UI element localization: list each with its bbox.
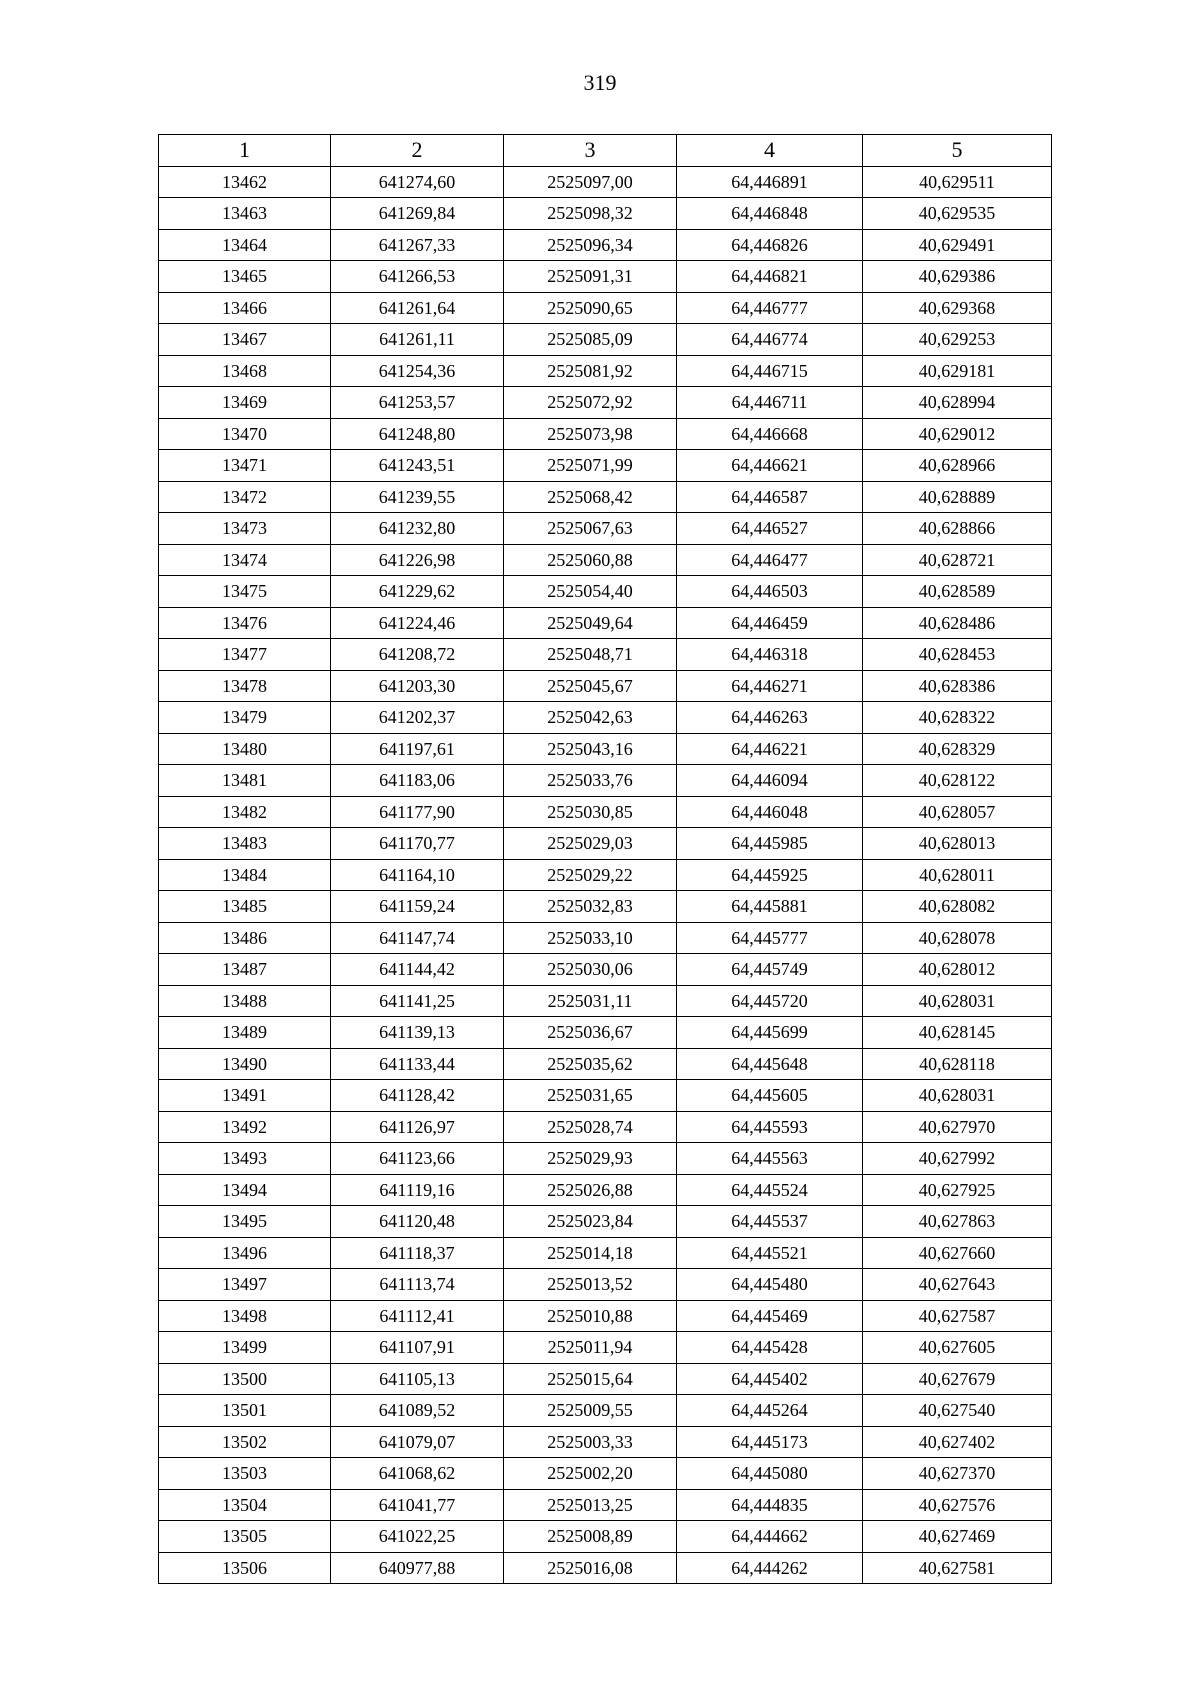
table-cell: 2525030,85 bbox=[504, 796, 677, 828]
table-cell: 40,628145 bbox=[863, 1017, 1052, 1049]
table-cell: 2525030,06 bbox=[504, 954, 677, 986]
table-cell: 641267,33 bbox=[331, 229, 504, 261]
table-row bbox=[159, 450, 1052, 482]
table-cell: 40,627970 bbox=[863, 1111, 1052, 1143]
table-cell: 641226,98 bbox=[331, 544, 504, 576]
table-row bbox=[159, 1080, 1052, 1112]
table-row bbox=[159, 828, 1052, 860]
table-cell: 2525071,99 bbox=[504, 450, 677, 482]
table-cell: 641119,16 bbox=[331, 1174, 504, 1206]
table-cell: 13484 bbox=[159, 859, 331, 891]
table-cell: 641089,52 bbox=[331, 1395, 504, 1427]
table-cell: 40,628122 bbox=[863, 765, 1052, 797]
table-cell: 2525023,84 bbox=[504, 1206, 677, 1238]
table-cell: 13470 bbox=[159, 418, 331, 450]
table-cell: 2525068,42 bbox=[504, 481, 677, 513]
column-header-2: 2 bbox=[331, 135, 504, 167]
table-cell: 40,628031 bbox=[863, 1080, 1052, 1112]
table-cell: 2525045,67 bbox=[504, 670, 677, 702]
table-cell: 13492 bbox=[159, 1111, 331, 1143]
table-cell: 641232,80 bbox=[331, 513, 504, 545]
table-cell: 641164,10 bbox=[331, 859, 504, 891]
table-row bbox=[159, 922, 1052, 954]
table-cell: 2525013,52 bbox=[504, 1269, 677, 1301]
table-cell: 641144,42 bbox=[331, 954, 504, 986]
table-cell: 64,446318 bbox=[677, 639, 863, 671]
table-cell: 641243,51 bbox=[331, 450, 504, 482]
table-cell: 13481 bbox=[159, 765, 331, 797]
table-cell: 2525011,94 bbox=[504, 1332, 677, 1364]
table-cell: 2525015,64 bbox=[504, 1363, 677, 1395]
table-cell: 13471 bbox=[159, 450, 331, 482]
table-cell: 13488 bbox=[159, 985, 331, 1017]
table-row bbox=[159, 1143, 1052, 1175]
table-cell: 13491 bbox=[159, 1080, 331, 1112]
table-cell: 641269,84 bbox=[331, 198, 504, 230]
table-cell: 2525090,65 bbox=[504, 292, 677, 324]
table-cell: 2525048,71 bbox=[504, 639, 677, 671]
table-cell: 40,627992 bbox=[863, 1143, 1052, 1175]
table-cell: 40,627660 bbox=[863, 1237, 1052, 1269]
table-row bbox=[159, 324, 1052, 356]
table-cell: 13506 bbox=[159, 1552, 331, 1584]
table-row bbox=[159, 954, 1052, 986]
table-cell: 40,628031 bbox=[863, 985, 1052, 1017]
table-cell: 64,445985 bbox=[677, 828, 863, 860]
table-cell: 64,446891 bbox=[677, 166, 863, 198]
table-cell: 64,445593 bbox=[677, 1111, 863, 1143]
table-cell: 641126,97 bbox=[331, 1111, 504, 1143]
table-row bbox=[159, 1489, 1052, 1521]
table-cell: 40,628082 bbox=[863, 891, 1052, 923]
table-cell: 2525033,10 bbox=[504, 922, 677, 954]
table-cell: 2525016,08 bbox=[504, 1552, 677, 1584]
table-cell: 40,628322 bbox=[863, 702, 1052, 734]
table-cell: 2525081,92 bbox=[504, 355, 677, 387]
table-row bbox=[159, 891, 1052, 923]
table-cell: 64,446094 bbox=[677, 765, 863, 797]
table-cell: 64,446587 bbox=[677, 481, 863, 513]
table-cell: 40,627679 bbox=[863, 1363, 1052, 1395]
table-cell: 64,446527 bbox=[677, 513, 863, 545]
table-cell: 64,446826 bbox=[677, 229, 863, 261]
table-cell: 13462 bbox=[159, 166, 331, 198]
table-cell: 64,446221 bbox=[677, 733, 863, 765]
table-cell: 641128,42 bbox=[331, 1080, 504, 1112]
table-cell: 40,628866 bbox=[863, 513, 1052, 545]
table-cell: 13478 bbox=[159, 670, 331, 702]
table-cell: 2525085,09 bbox=[504, 324, 677, 356]
table-cell: 13496 bbox=[159, 1237, 331, 1269]
table-cell: 13498 bbox=[159, 1300, 331, 1332]
table-cell: 2525073,98 bbox=[504, 418, 677, 450]
table-cell: 64,445402 bbox=[677, 1363, 863, 1395]
table-cell: 2525096,34 bbox=[504, 229, 677, 261]
table-cell: 40,628012 bbox=[863, 954, 1052, 986]
table-cell: 64,446777 bbox=[677, 292, 863, 324]
table-cell: 13486 bbox=[159, 922, 331, 954]
table-row bbox=[159, 1426, 1052, 1458]
table-cell: 13465 bbox=[159, 261, 331, 293]
table-cell: 641261,11 bbox=[331, 324, 504, 356]
table-cell: 13475 bbox=[159, 576, 331, 608]
table-cell: 40,627469 bbox=[863, 1521, 1052, 1553]
table-cell: 40,629368 bbox=[863, 292, 1052, 324]
table-cell: 64,445605 bbox=[677, 1080, 863, 1112]
column-header-4: 4 bbox=[677, 135, 863, 167]
table-cell: 40,629181 bbox=[863, 355, 1052, 387]
table-cell: 64,446621 bbox=[677, 450, 863, 482]
table-cell: 40,627863 bbox=[863, 1206, 1052, 1238]
table-cell: 13469 bbox=[159, 387, 331, 419]
table-cell: 641120,48 bbox=[331, 1206, 504, 1238]
column-header-1: 1 bbox=[159, 135, 331, 167]
table-cell: 40,629511 bbox=[863, 166, 1052, 198]
table-cell: 641261,64 bbox=[331, 292, 504, 324]
table-row bbox=[159, 292, 1052, 324]
table-cell: 2525042,63 bbox=[504, 702, 677, 734]
table-cell: 2525054,40 bbox=[504, 576, 677, 608]
table-cell: 641123,66 bbox=[331, 1143, 504, 1175]
table-cell: 641177,90 bbox=[331, 796, 504, 828]
table-cell: 2525033,76 bbox=[504, 765, 677, 797]
table-cell: 13499 bbox=[159, 1332, 331, 1364]
table-cell: 64,445749 bbox=[677, 954, 863, 986]
table-cell: 64,444662 bbox=[677, 1521, 863, 1553]
table-cell: 40,627581 bbox=[863, 1552, 1052, 1584]
table-cell: 13474 bbox=[159, 544, 331, 576]
table-row bbox=[159, 576, 1052, 608]
table-cell: 64,446459 bbox=[677, 607, 863, 639]
table-cell: 64,445720 bbox=[677, 985, 863, 1017]
table-cell: 2525031,11 bbox=[504, 985, 677, 1017]
table-cell: 641079,07 bbox=[331, 1426, 504, 1458]
table-cell: 13479 bbox=[159, 702, 331, 734]
table-cell: 13482 bbox=[159, 796, 331, 828]
table-cell: 2525003,33 bbox=[504, 1426, 677, 1458]
table-cell: 64,446774 bbox=[677, 324, 863, 356]
table-cell: 641253,57 bbox=[331, 387, 504, 419]
table-row bbox=[159, 639, 1052, 671]
table-cell: 641147,74 bbox=[331, 922, 504, 954]
table-cell: 641118,37 bbox=[331, 1237, 504, 1269]
table-cell: 64,445080 bbox=[677, 1458, 863, 1490]
table-cell: 13476 bbox=[159, 607, 331, 639]
table-row bbox=[159, 1269, 1052, 1301]
table-cell: 13502 bbox=[159, 1426, 331, 1458]
table-cell: 13485 bbox=[159, 891, 331, 923]
table-cell: 40,627605 bbox=[863, 1332, 1052, 1364]
table-cell: 2525049,64 bbox=[504, 607, 677, 639]
table-cell: 64,446477 bbox=[677, 544, 863, 576]
table-cell: 641022,25 bbox=[331, 1521, 504, 1553]
table-cell: 40,628453 bbox=[863, 639, 1052, 671]
table-cell: 2525008,89 bbox=[504, 1521, 677, 1553]
table-cell: 641107,91 bbox=[331, 1332, 504, 1364]
table-cell: 64,445925 bbox=[677, 859, 863, 891]
table-cell: 40,629012 bbox=[863, 418, 1052, 450]
table-cell: 641224,46 bbox=[331, 607, 504, 639]
table-row bbox=[159, 1332, 1052, 1364]
table-cell: 40,629253 bbox=[863, 324, 1052, 356]
table-row bbox=[159, 1552, 1052, 1584]
table-cell: 2525036,67 bbox=[504, 1017, 677, 1049]
table-row bbox=[159, 481, 1052, 513]
table-cell: 64,446848 bbox=[677, 198, 863, 230]
table-cell: 2525032,83 bbox=[504, 891, 677, 923]
table-cell: 64,444835 bbox=[677, 1489, 863, 1521]
table-cell: 64,445521 bbox=[677, 1237, 863, 1269]
table-cell: 64,445563 bbox=[677, 1143, 863, 1175]
table-row bbox=[159, 355, 1052, 387]
table-row bbox=[159, 261, 1052, 293]
table-row bbox=[159, 387, 1052, 419]
table-header-row bbox=[159, 135, 1052, 167]
table-row bbox=[159, 765, 1052, 797]
table-cell: 2525098,32 bbox=[504, 198, 677, 230]
table-cell: 13472 bbox=[159, 481, 331, 513]
table-cell: 64,446821 bbox=[677, 261, 863, 293]
table-cell: 2525072,92 bbox=[504, 387, 677, 419]
table-cell: 641208,72 bbox=[331, 639, 504, 671]
page-number: 319 bbox=[583, 70, 617, 95]
table-cell: 40,628329 bbox=[863, 733, 1052, 765]
table-cell: 40,628721 bbox=[863, 544, 1052, 576]
table-cell: 641113,74 bbox=[331, 1269, 504, 1301]
table-cell: 13495 bbox=[159, 1206, 331, 1238]
table-row bbox=[159, 1300, 1052, 1332]
table-cell: 641105,13 bbox=[331, 1363, 504, 1395]
table-cell: 13501 bbox=[159, 1395, 331, 1427]
table-cell: 64,446263 bbox=[677, 702, 863, 734]
table-cell: 64,445469 bbox=[677, 1300, 863, 1332]
table-row bbox=[159, 1237, 1052, 1269]
table-cell: 64,446503 bbox=[677, 576, 863, 608]
table-cell: 64,445881 bbox=[677, 891, 863, 923]
table-cell: 2525029,93 bbox=[504, 1143, 677, 1175]
table-cell: 641248,80 bbox=[331, 418, 504, 450]
table-cell: 641239,55 bbox=[331, 481, 504, 513]
table-cell: 2525026,88 bbox=[504, 1174, 677, 1206]
table-cell: 13504 bbox=[159, 1489, 331, 1521]
table-cell: 40,627370 bbox=[863, 1458, 1052, 1490]
table-cell: 641139,13 bbox=[331, 1017, 504, 1049]
table-row bbox=[159, 607, 1052, 639]
table-cell: 40,629535 bbox=[863, 198, 1052, 230]
table-cell: 2525014,18 bbox=[504, 1237, 677, 1269]
table-cell: 13466 bbox=[159, 292, 331, 324]
table-cell: 64,445480 bbox=[677, 1269, 863, 1301]
table-row bbox=[159, 1206, 1052, 1238]
table-cell: 40,627576 bbox=[863, 1489, 1052, 1521]
table-cell: 2525013,25 bbox=[504, 1489, 677, 1521]
table-cell: 64,444262 bbox=[677, 1552, 863, 1584]
table-cell: 2525091,31 bbox=[504, 261, 677, 293]
table-row bbox=[159, 733, 1052, 765]
table-cell: 13468 bbox=[159, 355, 331, 387]
table-row bbox=[159, 1458, 1052, 1490]
table-row bbox=[159, 1363, 1052, 1395]
table-cell: 13494 bbox=[159, 1174, 331, 1206]
table-cell: 2525029,03 bbox=[504, 828, 677, 860]
table-cell: 64,445537 bbox=[677, 1206, 863, 1238]
table-cell: 40,629386 bbox=[863, 261, 1052, 293]
table-cell: 40,628118 bbox=[863, 1048, 1052, 1080]
table-cell: 13473 bbox=[159, 513, 331, 545]
table-cell: 40,629491 bbox=[863, 229, 1052, 261]
table-row bbox=[159, 544, 1052, 576]
table-cell: 40,627540 bbox=[863, 1395, 1052, 1427]
table-cell: 2525035,62 bbox=[504, 1048, 677, 1080]
table-cell: 13500 bbox=[159, 1363, 331, 1395]
table-cell: 2525097,00 bbox=[504, 166, 677, 198]
table-cell: 641068,62 bbox=[331, 1458, 504, 1490]
table-row bbox=[159, 1395, 1052, 1427]
table-cell: 2525028,74 bbox=[504, 1111, 677, 1143]
table-cell: 40,628889 bbox=[863, 481, 1052, 513]
table-cell: 64,446048 bbox=[677, 796, 863, 828]
table-cell: 64,445648 bbox=[677, 1048, 863, 1080]
table-cell: 2525029,22 bbox=[504, 859, 677, 891]
table-row bbox=[159, 1048, 1052, 1080]
table-cell: 641197,61 bbox=[331, 733, 504, 765]
table-cell: 40,628011 bbox=[863, 859, 1052, 891]
table-cell: 13493 bbox=[159, 1143, 331, 1175]
table-row bbox=[159, 1111, 1052, 1143]
table-cell: 64,445524 bbox=[677, 1174, 863, 1206]
table-body bbox=[159, 166, 1052, 1584]
coordinates-table bbox=[158, 134, 1052, 1584]
table-cell: 641254,36 bbox=[331, 355, 504, 387]
table-cell: 2525009,55 bbox=[504, 1395, 677, 1427]
table-cell: 641274,60 bbox=[331, 166, 504, 198]
table-cell: 13490 bbox=[159, 1048, 331, 1080]
table-cell: 13503 bbox=[159, 1458, 331, 1490]
table-cell: 64,445428 bbox=[677, 1332, 863, 1364]
table-cell: 13505 bbox=[159, 1521, 331, 1553]
table-cell: 64,446715 bbox=[677, 355, 863, 387]
table-cell: 641133,44 bbox=[331, 1048, 504, 1080]
table-cell: 64,445173 bbox=[677, 1426, 863, 1458]
table-cell: 2525067,63 bbox=[504, 513, 677, 545]
table-cell: 2525060,88 bbox=[504, 544, 677, 576]
table-cell: 641183,06 bbox=[331, 765, 504, 797]
table-cell: 40,628994 bbox=[863, 387, 1052, 419]
table-cell: 13487 bbox=[159, 954, 331, 986]
table-cell: 13463 bbox=[159, 198, 331, 230]
table-cell: 40,628013 bbox=[863, 828, 1052, 860]
table-row bbox=[159, 859, 1052, 891]
table-cell: 2525002,20 bbox=[504, 1458, 677, 1490]
table-cell: 40,628589 bbox=[863, 576, 1052, 608]
table-cell: 2525010,88 bbox=[504, 1300, 677, 1332]
table-row bbox=[159, 1017, 1052, 1049]
column-header-3: 3 bbox=[504, 135, 677, 167]
table-cell: 40,628966 bbox=[863, 450, 1052, 482]
table-cell: 13480 bbox=[159, 733, 331, 765]
table-cell: 13467 bbox=[159, 324, 331, 356]
table-cell: 64,446711 bbox=[677, 387, 863, 419]
table-cell: 40,627925 bbox=[863, 1174, 1052, 1206]
table-row bbox=[159, 702, 1052, 734]
table-cell: 2525031,65 bbox=[504, 1080, 677, 1112]
table-row bbox=[159, 229, 1052, 261]
table-cell: 13497 bbox=[159, 1269, 331, 1301]
table-row bbox=[159, 418, 1052, 450]
table-row bbox=[159, 166, 1052, 198]
table-cell: 641112,41 bbox=[331, 1300, 504, 1332]
table-row bbox=[159, 796, 1052, 828]
table-cell: 641202,37 bbox=[331, 702, 504, 734]
table-cell: 13489 bbox=[159, 1017, 331, 1049]
table-cell: 641229,62 bbox=[331, 576, 504, 608]
table-row bbox=[159, 670, 1052, 702]
table-row bbox=[159, 198, 1052, 230]
table-cell: 40,627587 bbox=[863, 1300, 1052, 1332]
table-cell: 40,627643 bbox=[863, 1269, 1052, 1301]
table-cell: 641266,53 bbox=[331, 261, 504, 293]
table-cell: 641159,24 bbox=[331, 891, 504, 923]
table-cell: 64,445777 bbox=[677, 922, 863, 954]
table-cell: 64,446271 bbox=[677, 670, 863, 702]
table-cell: 40,628486 bbox=[863, 607, 1052, 639]
column-header-5: 5 bbox=[863, 135, 1052, 167]
table-row bbox=[159, 1521, 1052, 1553]
table-cell: 641041,77 bbox=[331, 1489, 504, 1521]
table-cell: 40,628078 bbox=[863, 922, 1052, 954]
table-cell: 64,445699 bbox=[677, 1017, 863, 1049]
table-cell: 64,446668 bbox=[677, 418, 863, 450]
table-cell: 641141,25 bbox=[331, 985, 504, 1017]
table-row bbox=[159, 985, 1052, 1017]
table-cell: 64,445264 bbox=[677, 1395, 863, 1427]
table-row bbox=[159, 513, 1052, 545]
table-cell: 640977,88 bbox=[331, 1552, 504, 1584]
table-cell: 641170,77 bbox=[331, 828, 504, 860]
table-cell: 13464 bbox=[159, 229, 331, 261]
table-cell: 13477 bbox=[159, 639, 331, 671]
table-cell: 40,628057 bbox=[863, 796, 1052, 828]
table-cell: 2525043,16 bbox=[504, 733, 677, 765]
table-cell: 641203,30 bbox=[331, 670, 504, 702]
table-cell: 13483 bbox=[159, 828, 331, 860]
table-cell: 40,628386 bbox=[863, 670, 1052, 702]
table-row bbox=[159, 1174, 1052, 1206]
table-cell: 40,627402 bbox=[863, 1426, 1052, 1458]
